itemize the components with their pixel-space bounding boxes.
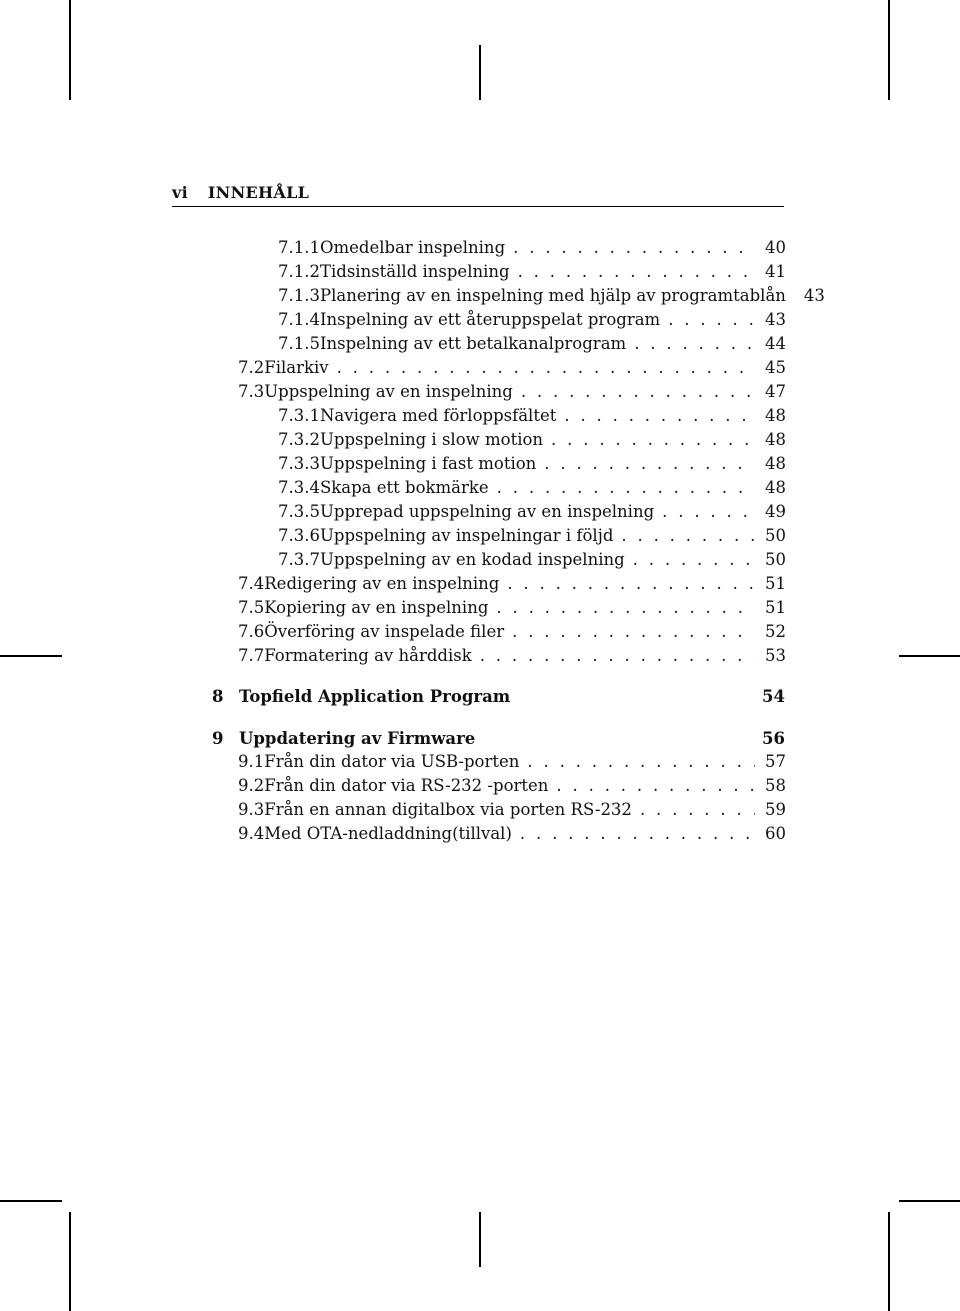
header-title: INNEHÅLL — [207, 183, 310, 202]
header-page-number: vi — [172, 183, 188, 202]
toc-entry-title: Skapa ett bokmärke — [319, 478, 489, 497]
toc-dot-leader — [551, 428, 755, 452]
toc-dot-leader — [564, 404, 755, 428]
toc-entry-title: Uppspelning i fast motion — [319, 454, 537, 473]
toc-entry-page: 48 — [765, 454, 786, 473]
header-rule — [172, 206, 784, 207]
toc-entry-number: 9.3 — [238, 800, 265, 819]
toc-dot-leader — [662, 500, 755, 524]
toc-entry-title: Uppspelning i slow motion — [319, 430, 544, 449]
toc-entry-page: 56 — [762, 729, 785, 748]
toc-entry-number: 7.5 — [238, 598, 265, 617]
toc-entry-number: 7.1.5 — [278, 334, 320, 353]
toc-entry-number: 7.3.1 — [278, 406, 320, 425]
toc-entry-number: 9.4 — [238, 824, 265, 843]
toc-entry[interactable] — [238, 822, 785, 846]
toc-entry-page: 57 — [765, 752, 786, 771]
toc-entry-number: 7.2 — [238, 358, 265, 377]
toc-entry-title: Uppspelning av inspelningar i följd — [319, 526, 614, 545]
toc-dot-leader — [556, 774, 755, 798]
toc-entry-title: Från din dator via RS-232 -porten — [264, 776, 549, 795]
toc-entry-title: Uppdatering av Firmware — [239, 729, 476, 748]
toc-entry-number: 7.3.2 — [278, 430, 320, 449]
toc-entry-page: 41 — [765, 262, 786, 281]
toc-entry[interactable] — [278, 260, 785, 284]
toc-entry[interactable] — [238, 798, 785, 822]
toc-entry-page: 54 — [762, 687, 785, 706]
toc-entry-number: 7.7 — [238, 646, 265, 665]
toc-entry-page: 40 — [765, 238, 786, 257]
toc-entry[interactable] — [278, 236, 785, 260]
toc-entry-page: 49 — [765, 502, 786, 521]
crop-mark-mid-right — [899, 655, 960, 657]
toc-entry-number: 7.3.7 — [278, 550, 320, 569]
toc-dot-leader — [633, 548, 755, 572]
crop-mark-bottom-left — [69, 1212, 71, 1311]
toc-entry-title: Formatering av hårddisk — [264, 646, 472, 665]
toc-entry[interactable] — [238, 596, 785, 620]
crop-mark-bottom-left-h — [0, 1200, 62, 1202]
toc-entry-title: Med OTA-nedladdning(tillval) — [264, 824, 512, 843]
toc-entry-title: Omedelbar inspelning — [319, 238, 506, 257]
toc-dot-leader — [496, 596, 755, 620]
toc-chapter-entry[interactable] — [212, 685, 785, 709]
toc-entry-page: 52 — [765, 622, 786, 641]
crop-mark-bottom-right — [888, 1212, 890, 1311]
toc-dot-leader — [640, 798, 755, 822]
toc-entry[interactable] — [278, 308, 785, 332]
toc-entry[interactable] — [278, 524, 785, 548]
toc-entry-number: 7.1.3 — [278, 286, 320, 305]
toc-dot-leader — [513, 236, 755, 260]
toc-entry[interactable] — [238, 356, 785, 380]
toc-entry-title: Tidsinställd inspelning — [319, 262, 510, 281]
toc-entry-page: 44 — [765, 334, 786, 353]
toc-entry-number: 7.3.5 — [278, 502, 320, 521]
toc-entry-page: 48 — [765, 406, 786, 425]
toc-entry-title: Topfield Application Program — [239, 687, 511, 706]
toc-entry-page: 59 — [765, 800, 786, 819]
toc-entry-page: 50 — [765, 526, 786, 545]
toc-dot-leader — [544, 452, 755, 476]
toc-entry-number: 7.1.2 — [278, 262, 320, 281]
toc-entry-page: 53 — [765, 646, 786, 665]
toc-entry-title: Upprepad uppspelning av en inspelning — [319, 502, 655, 521]
crop-mark-top-center — [479, 45, 481, 100]
toc-entry[interactable] — [278, 428, 785, 452]
toc-dot-leader — [527, 750, 755, 774]
toc-entry-title: Inspelning av ett återuppspelat program — [319, 310, 661, 329]
toc-dot-leader — [512, 620, 755, 644]
toc-entry-title: Från din dator via USB-porten — [264, 752, 520, 771]
toc-entry-number: 9.2 — [238, 776, 265, 795]
toc-entry-title: Planering av en inspelning med hjälp av programtablån — [319, 286, 786, 305]
toc-entry-title: Kopiering av en inspelning — [264, 598, 489, 617]
toc-entry[interactable] — [278, 332, 785, 356]
toc-entry-page: 50 — [765, 550, 786, 569]
toc-entry-number: 7.3.3 — [278, 454, 320, 473]
toc-entry-number: 7.3.4 — [278, 478, 320, 497]
crop-mark-top-right — [888, 0, 890, 100]
toc-dot-leader — [497, 476, 755, 500]
toc-entry-number: 7.6 — [238, 622, 265, 641]
toc-entry-page: 60 — [765, 824, 786, 843]
toc-dot-leader — [621, 524, 755, 548]
toc-entry-page: 45 — [765, 358, 786, 377]
toc-entry-number: 7.4 — [238, 574, 265, 593]
toc-entry-number: 8 — [212, 687, 224, 706]
toc-entry-title: Från en annan digitalbox via porten RS-232 — [264, 800, 632, 819]
toc-entry-number: 7.3 — [238, 382, 265, 401]
toc-entry-title: Filarkiv — [264, 358, 329, 377]
toc-entry-title: Inspelning av ett betalkanalprogram — [319, 334, 627, 353]
toc-entry[interactable] — [238, 620, 785, 644]
toc-entry-number: 7.1.1 — [278, 238, 320, 257]
crop-mark-bottom-center — [479, 1212, 481, 1267]
toc-entry[interactable] — [278, 548, 785, 572]
toc-entry[interactable] — [238, 750, 785, 774]
crop-mark-bottom-right-h — [899, 1200, 960, 1202]
toc-entry-number: 9.1 — [238, 752, 265, 771]
toc-entry[interactable] — [278, 404, 785, 428]
toc-entry-page: 51 — [765, 598, 786, 617]
toc-entry[interactable] — [278, 284, 825, 308]
toc-entry-title: Redigering av en inspelning — [264, 574, 500, 593]
toc-entry[interactable] — [238, 774, 785, 798]
toc-entry[interactable] — [238, 380, 785, 404]
toc-entry-number: 7.3.6 — [278, 526, 320, 545]
toc-entry[interactable] — [278, 500, 785, 524]
toc-chapter-entry[interactable] — [212, 727, 785, 751]
toc-entry[interactable] — [278, 452, 785, 476]
toc-entry-number: 7.1.4 — [278, 310, 320, 329]
toc-dot-leader — [507, 572, 755, 596]
toc-entry-title: Uppspelning av en inspelning — [264, 382, 513, 401]
toc-entry-page: 58 — [765, 776, 786, 795]
toc-entry-page: 47 — [765, 382, 786, 401]
toc-entry[interactable] — [278, 476, 785, 500]
toc-entry[interactable] — [238, 644, 785, 668]
crop-mark-mid-left — [0, 655, 62, 657]
toc-entry-page: 48 — [765, 478, 786, 497]
toc-entry-number: 9 — [212, 729, 224, 748]
crop-mark-top-left — [69, 0, 71, 100]
toc-dot-leader — [634, 332, 755, 356]
running-header — [172, 183, 309, 202]
toc-entry-page: 51 — [765, 574, 786, 593]
toc-dot-leader — [337, 356, 755, 380]
toc-dot-leader — [668, 308, 755, 332]
toc-entry[interactable] — [238, 572, 785, 596]
toc-entry-title: Uppspelning av en kodad inspelning — [319, 550, 625, 569]
toc-entry-title: Överföring av inspelade filer — [264, 622, 505, 641]
toc-entry-page: 48 — [765, 430, 786, 449]
toc-entry-page: 43 — [765, 310, 786, 329]
toc-dot-leader — [518, 260, 755, 284]
toc-entry-page: 43 — [803, 286, 825, 305]
toc-dot-leader — [521, 380, 755, 404]
toc-dot-leader — [480, 644, 755, 668]
toc-entry-title: Navigera med förloppsfältet — [319, 406, 557, 425]
toc-dot-leader — [520, 822, 755, 846]
